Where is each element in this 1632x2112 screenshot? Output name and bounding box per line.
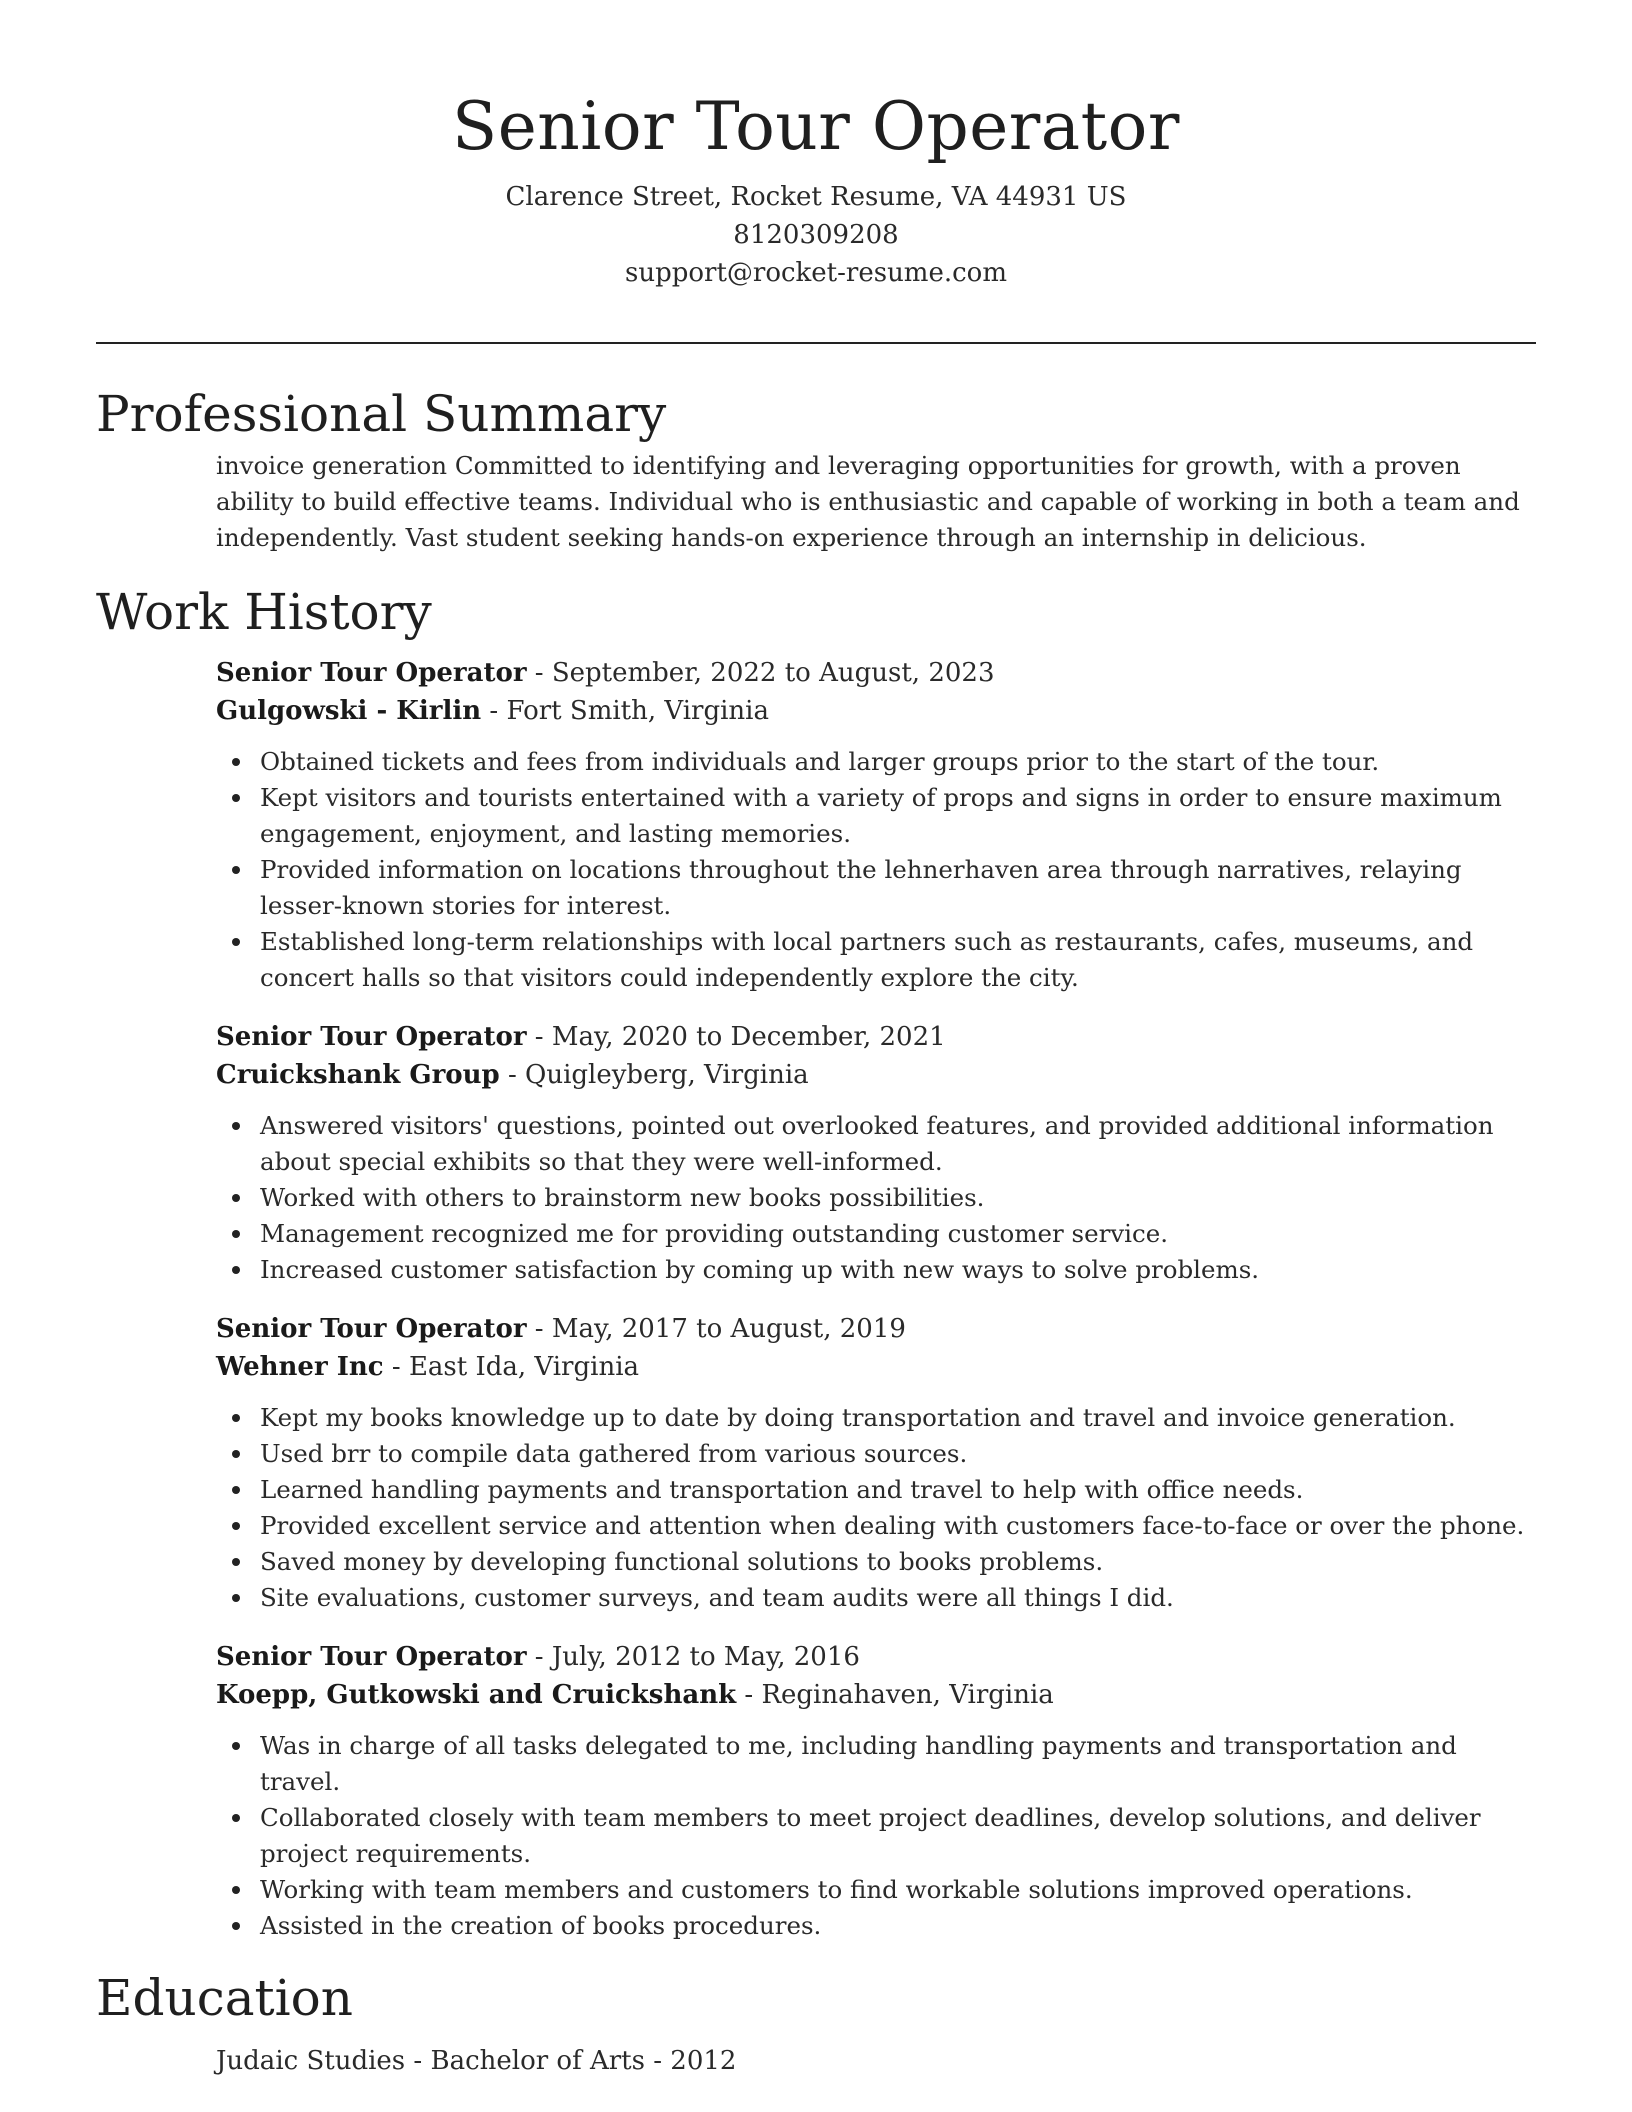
job-bullet: Obtained tickets and fees from individuals and larger groups prior to the start of the tour. — [260, 744, 1536, 780]
page-title: Senior Tour Operator — [452, 88, 1180, 165]
job-title-line — [216, 1018, 1536, 1056]
contact-info — [96, 178, 1536, 292]
job-title-line — [216, 654, 1536, 692]
job-location: - East Ida, Virginia — [383, 1352, 640, 1382]
job-bullet: Used brr to compile data gathered from various sources. — [260, 1436, 1536, 1472]
education-entry: Judaic Studies - Bachelor of Arts - 2012 — [216, 2046, 737, 2076]
job-company-line — [216, 692, 1536, 730]
job-company: Gulgowski - Kirlin — [216, 696, 482, 726]
summary-body — [216, 446, 1536, 556]
job-title-line — [216, 1638, 1536, 1676]
job-bullet: Provided information on locations throughout the lehnerhaven area through narratives, relaying lesser-known stories for interest. — [260, 852, 1536, 924]
job-bullet: Increased customer satisfaction by coming up with new ways to solve problems. — [260, 1252, 1536, 1288]
job-dates: - May, 2017 to August, 2019 — [526, 1314, 906, 1344]
job-role: Senior Tour Operator — [216, 1022, 527, 1052]
summary-text: invoice generation Committed to identifying and leveraging opportunities for growth, with a proven ability to build effective teams. Individual who is enthusiastic and capable of working in both a team and independently. Vast student seeking hands-on experience through an internship in delicious. — [216, 451, 1520, 552]
resume-header — [96, 84, 1536, 292]
job-bullet: Management recognized me for providing outstanding customer service. — [260, 1216, 1536, 1252]
summary-heading: Professional Summary — [96, 385, 667, 443]
job-bullets — [216, 1400, 1536, 1616]
job-location: - Fort Smith, Virginia — [481, 696, 769, 726]
job-company-line — [216, 1348, 1536, 1386]
job-dates: - September, 2022 to August, 2023 — [526, 658, 995, 688]
job-location: - Reginahaven, Virginia — [736, 1680, 1054, 1710]
job-location: - Quigleyberg, Virginia — [499, 1060, 809, 1090]
job-bullet: Kept my books knowledge up to date by doing transportation and travel and invoice generation. — [260, 1400, 1536, 1436]
job-dates: - May, 2020 to December, 2021 — [526, 1022, 946, 1052]
job-role: Senior Tour Operator — [216, 1314, 527, 1344]
job-bullets — [216, 1728, 1536, 1944]
resume-content — [96, 382, 1536, 2080]
job-company: Koepp, Gutkowski and Cruickshank — [216, 1680, 737, 1710]
job-bullet: Site evaluations, customer surveys, and team audits were all things I did. — [260, 1580, 1536, 1616]
job-entry — [216, 1310, 1536, 1616]
job-role: Senior Tour Operator — [216, 1642, 527, 1672]
job-bullet: Assisted in the creation of books procedures. — [260, 1908, 1536, 1944]
job-company-line — [216, 1056, 1536, 1094]
job-bullet: Established long-term relationships with local partners such as restaurants, cafes, museums, and concert halls so that visitors could independently explore the city. — [260, 924, 1536, 996]
job-dates: - July, 2012 to May, 2016 — [526, 1642, 860, 1672]
job-bullet: Worked with others to brainstorm new books possibilities. — [260, 1180, 1536, 1216]
job-company: Wehner Inc — [216, 1352, 384, 1382]
job-bullets — [216, 744, 1536, 996]
work-history-heading: Work History — [96, 583, 432, 641]
contact-phone: 8120309208 — [733, 220, 899, 250]
contact-address: Clarence Street, Rocket Resume, VA 44931 US — [505, 182, 1127, 212]
summary-section — [96, 382, 1536, 556]
job-entry — [216, 1638, 1536, 1944]
job-entry — [216, 654, 1536, 996]
education-section — [96, 1966, 1536, 2080]
job-bullet: Collaborated closely with team members to meet project deadlines, develop solutions, and deliver project requirements. — [260, 1800, 1536, 1872]
job-bullet: Saved money by developing functional solutions to books problems. — [260, 1544, 1536, 1580]
job-company-line — [216, 1676, 1536, 1714]
job-bullet: Provided excellent service and attention when dealing with customers face-to-face or over the phone. — [260, 1508, 1536, 1544]
job-bullet: Working with team members and customers to find workable solutions improved operations. — [260, 1872, 1536, 1908]
job-bullet: Kept visitors and tourists entertained with a variety of props and signs in order to ensure maximum engagement, enjoyment, and lasting memories. — [260, 780, 1536, 852]
header-divider — [96, 342, 1536, 344]
job-bullets — [216, 1108, 1536, 1288]
job-bullet: Learned handling payments and transportation and travel to help with office needs. — [260, 1472, 1536, 1508]
contact-email: support@rocket-resume.com — [624, 258, 1007, 288]
job-title-line — [216, 1310, 1536, 1348]
section-spacer — [96, 556, 1536, 580]
job-bullet: Was in charge of all tasks delegated to me, including handling payments and transportation and travel. — [260, 1728, 1536, 1800]
education-heading: Education — [96, 1969, 353, 2027]
job-role: Senior Tour Operator — [216, 658, 527, 688]
education-body — [216, 2042, 1536, 2080]
work-history-body — [216, 654, 1536, 1944]
job-entry — [216, 1018, 1536, 1288]
work-history-section — [96, 580, 1536, 1944]
job-company: Cruickshank Group — [216, 1060, 500, 1090]
job-bullet: Answered visitors' questions, pointed out overlooked features, and provided additional information about special exhibits so that they were well-informed. — [260, 1108, 1536, 1180]
